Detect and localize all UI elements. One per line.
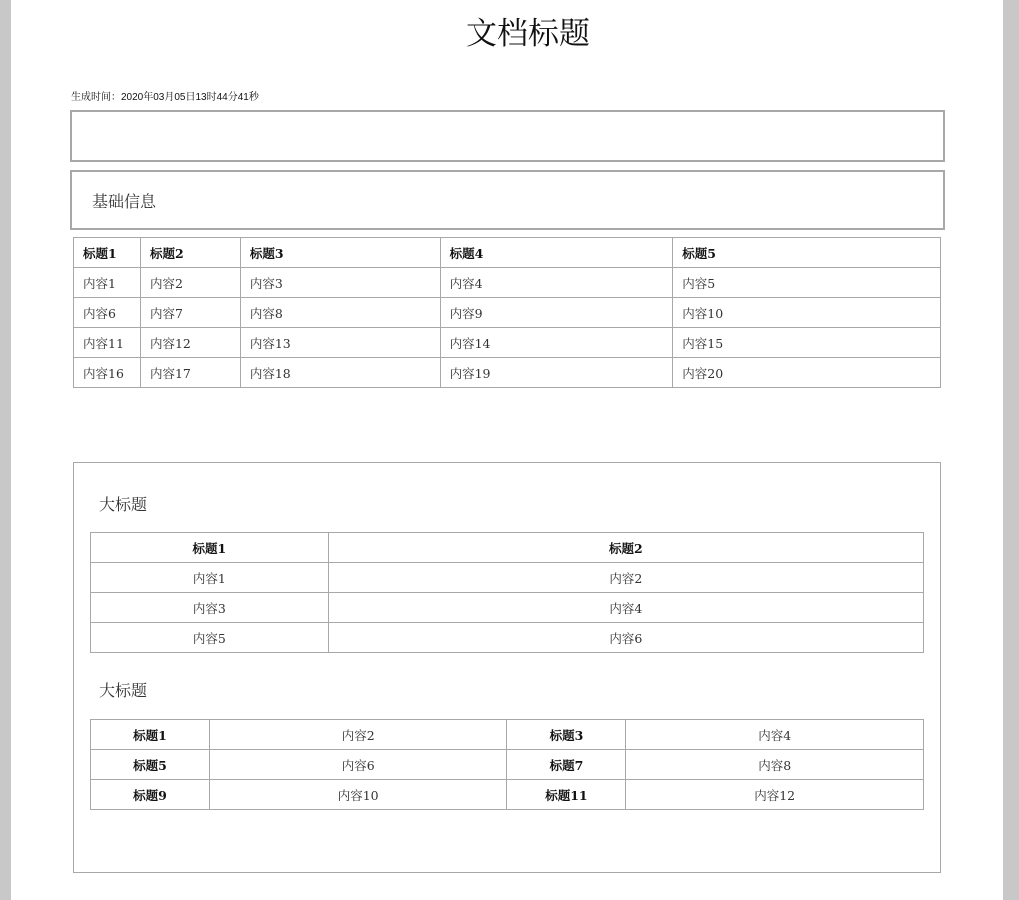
table-cell: 内容8 <box>240 298 440 328</box>
table-cell: 内容2 <box>328 563 923 593</box>
column-header: 标题2 <box>328 533 923 563</box>
table-cell: 内容13 <box>240 328 440 358</box>
row-label: 标题3 <box>507 720 626 750</box>
table-cell: 内容6 <box>328 623 923 653</box>
table-cell: 内容12 <box>626 780 924 810</box>
table-header-row <box>74 238 941 268</box>
table-row <box>91 623 924 653</box>
table-cell: 内容4 <box>626 720 924 750</box>
table-cell: 内容18 <box>240 358 440 388</box>
table-cell: 内容10 <box>209 780 507 810</box>
detail-panel <box>73 462 941 873</box>
table-header-row <box>91 533 924 563</box>
table-cell: 内容9 <box>440 298 673 328</box>
document-page <box>11 0 1003 900</box>
table-row <box>91 720 924 750</box>
column-header: 标题4 <box>440 238 673 268</box>
column-header: 标题2 <box>140 238 240 268</box>
basic-info-title: 基础信息 <box>92 192 157 211</box>
table-row <box>91 750 924 780</box>
table-row <box>74 328 941 358</box>
table-cell: 内容6 <box>74 298 141 328</box>
table-cell: 内容6 <box>209 750 507 780</box>
table-cell: 内容8 <box>626 750 924 780</box>
panel-title-b: 大标题 <box>99 681 148 700</box>
column-header: 标题3 <box>240 238 440 268</box>
key-value-table <box>90 719 924 810</box>
row-label: 标题7 <box>507 750 626 780</box>
table-row <box>91 593 924 623</box>
table-cell: 内容4 <box>440 268 673 298</box>
table-cell: 内容19 <box>440 358 673 388</box>
table-row <box>91 563 924 593</box>
table-cell: 内容10 <box>673 298 941 328</box>
table-cell: 内容17 <box>140 358 240 388</box>
table-cell: 内容4 <box>328 593 923 623</box>
panel-title-a: 大标题 <box>99 495 148 514</box>
basic-info-table <box>73 237 941 388</box>
table-cell: 内容1 <box>91 563 329 593</box>
table-row <box>91 780 924 810</box>
table-cell: 内容3 <box>240 268 440 298</box>
column-header: 标题5 <box>673 238 941 268</box>
table-cell: 内容16 <box>74 358 141 388</box>
table-cell: 内容7 <box>140 298 240 328</box>
row-label: 标题9 <box>91 780 210 810</box>
row-label: 标题1 <box>91 720 210 750</box>
table-row <box>74 358 941 388</box>
table-cell: 内容2 <box>209 720 507 750</box>
table-cell: 内容5 <box>673 268 941 298</box>
table-cell: 内容1 <box>74 268 141 298</box>
table-cell: 内容12 <box>140 328 240 358</box>
table-row <box>74 298 941 328</box>
empty-header-box <box>70 110 945 162</box>
row-label: 标题11 <box>507 780 626 810</box>
table-cell: 内容20 <box>673 358 941 388</box>
basic-info-section <box>70 170 945 230</box>
column-header: 标题1 <box>74 238 141 268</box>
column-header: 标题1 <box>91 533 329 563</box>
two-column-table <box>90 532 924 653</box>
row-label: 标题5 <box>91 750 210 780</box>
table-cell: 内容3 <box>91 593 329 623</box>
table-cell: 内容15 <box>673 328 941 358</box>
table-cell: 内容2 <box>140 268 240 298</box>
table-row <box>74 268 941 298</box>
table-cell: 内容11 <box>74 328 141 358</box>
table-cell: 内容5 <box>91 623 329 653</box>
document-title: 文档标题 <box>466 16 590 52</box>
generated-time: 生成时间：2020年03月05日13时44分41秒 <box>71 92 259 103</box>
table-cell: 内容14 <box>440 328 673 358</box>
